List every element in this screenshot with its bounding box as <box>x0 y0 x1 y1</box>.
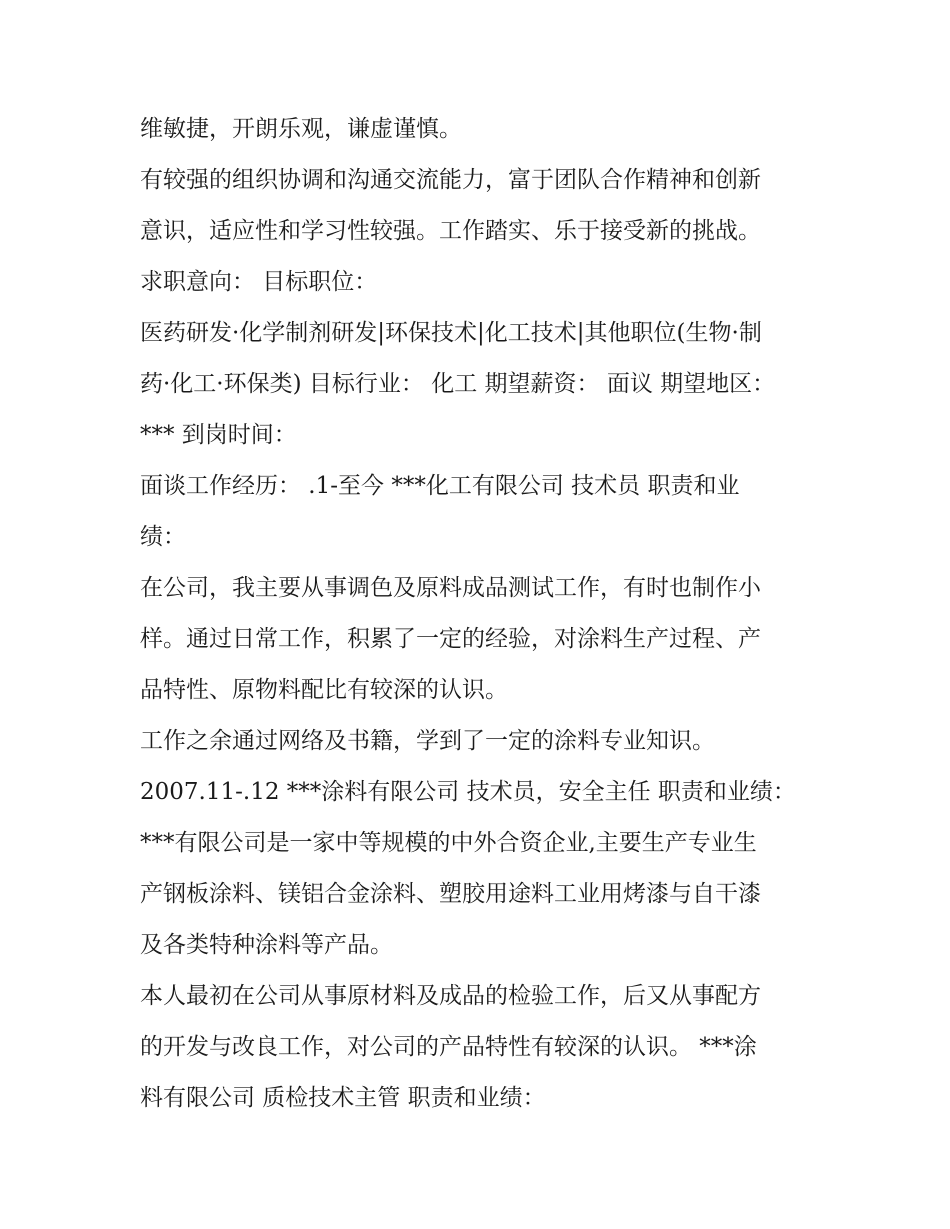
text-line: 维敏捷，开朗乐观，谦虚谨慎。 <box>140 116 462 142</box>
paragraph <box>140 716 820 767</box>
text-line: 面谈工作经历： .1-至今 ***化工有限公司 技术员 职责和业 <box>140 473 740 499</box>
text-line: 本人最初在公司从事原材料及成品的检验工作，后又从事配方 <box>140 983 761 1009</box>
paragraph <box>140 155 820 257</box>
paragraph <box>140 461 820 563</box>
text-line: ***有限公司是一家中等规模的中外合资企业,主要生产专业生 <box>140 830 757 856</box>
text-line: 在公司，我主要从事调色及原料成品测试工作，有时也制作小 <box>140 575 761 601</box>
text-line: 医药研发·化学制剂研发|环保技术|化工技术|其他职位(生物·制 <box>140 320 762 346</box>
text-line: 工作之余通过网络及书籍，学到了一定的涂料专业知识。 <box>140 728 715 754</box>
text-line: 药·化工·环保类) 目标行业： 化工 期望薪资： 面议 期望地区： <box>140 371 776 397</box>
document-body <box>140 104 820 1124</box>
paragraph <box>140 104 820 155</box>
text-line: 意识，适应性和学习性较强。工作踏实、乐于接受新的挑战。 <box>140 218 761 244</box>
text-line: 样。通过日常工作，积累了一定的经验，对涂料生产过程、产 <box>140 626 761 652</box>
text-line: 料有限公司 质检技术主管 职责和业绩： <box>140 1085 546 1111</box>
text-line: 绩： <box>140 524 186 550</box>
text-line: 求职意向： 目标职位： <box>140 269 378 295</box>
text-line: 的开发与改良工作，对公司的产品特性有较深的认识。 ***涂 <box>140 1034 757 1060</box>
text-line: *** 到岗时间： <box>140 422 297 448</box>
paragraph <box>140 818 820 971</box>
paragraph <box>140 767 820 818</box>
text-line: 品特性、原物料配比有较深的认识。 <box>140 677 508 703</box>
text-line: 产钢板涂料、镁铝合金涂料、塑胶用途料工业用烤漆与自干漆 <box>140 881 761 907</box>
paragraph <box>140 971 820 1124</box>
text-line: 及各类特种涂料等产品。 <box>140 932 393 958</box>
text-line: 2007.11-.12 ***涂料有限公司 技术员，安全主任 职责和业绩： <box>140 779 796 805</box>
paragraph <box>140 563 820 716</box>
text-line: 有较强的组织协调和沟通交流能力，富于团队合作精神和创新 <box>140 167 761 193</box>
paragraph <box>140 257 820 308</box>
paragraph <box>140 308 820 461</box>
